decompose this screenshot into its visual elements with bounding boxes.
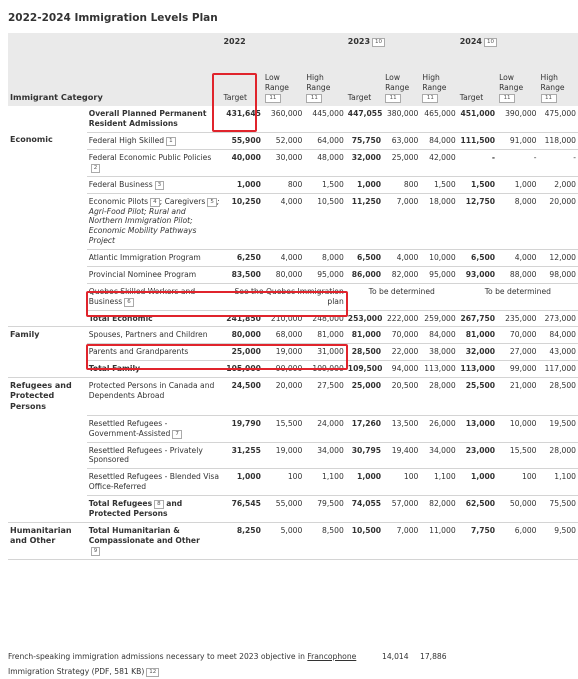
cell: 100 <box>383 469 420 496</box>
cell: 451,000 <box>458 106 497 132</box>
table-row <box>8 327 578 344</box>
cell: 13,500 <box>383 415 420 442</box>
cell: 12,750 <box>458 193 497 249</box>
row-label: Overall Planned Permanent Resident Admissions <box>87 106 222 132</box>
cell: 15,500 <box>497 442 538 469</box>
cell: 10,500 <box>346 522 383 559</box>
table-row <box>8 193 578 249</box>
row-label: Economic Pilots 4 ; Caregivers 5 ; Agri-Food Pilot; Rural and Northern Immigration Pilot; Economic Mobility Pathways Project <box>87 193 222 249</box>
cell: 273,000 <box>539 310 578 327</box>
row-label: Atlantic Immigration Program <box>87 250 222 267</box>
cell: 70,000 <box>497 327 538 344</box>
tbd-2024: To be determined <box>458 283 578 310</box>
cell: 52,000 <box>263 132 304 149</box>
total-row <box>8 496 578 523</box>
cell: 11,250 <box>346 193 383 249</box>
cell: 13,000 <box>458 415 497 442</box>
cell: 83,500 <box>221 266 262 283</box>
footnote-link[interactable]: 3 <box>155 181 165 190</box>
cell: 25,000 <box>346 378 383 416</box>
cell: 1,000 <box>458 469 497 496</box>
cell: 10,500 <box>304 193 345 249</box>
cell: - <box>539 149 578 176</box>
row-label: Federal Business 3 <box>87 176 222 193</box>
low-range-header: Low Range 11 <box>383 54 420 106</box>
cell: 19,000 <box>263 442 304 469</box>
cell: 360,000 <box>263 106 304 132</box>
cell: 113,000 <box>420 361 457 378</box>
cell: 93,000 <box>458 266 497 283</box>
footnote-link[interactable]: 10 <box>484 38 497 47</box>
cell: 76,545 <box>221 496 262 523</box>
cell: 24,500 <box>221 378 262 416</box>
cell: 4,000 <box>497 250 538 267</box>
cell: 80,000 <box>221 327 262 344</box>
table-row <box>8 469 578 496</box>
cell: 81,000 <box>304 327 345 344</box>
cell: 55,000 <box>263 496 304 523</box>
footnote-link[interactable]: 10 <box>372 38 385 47</box>
cell: 9,500 <box>539 522 578 559</box>
cell: 10,250 <box>221 193 262 249</box>
footnote-link[interactable]: 5 <box>207 198 217 207</box>
cell: 17,260 <box>346 415 383 442</box>
table-row <box>8 266 578 283</box>
cell: 75,500 <box>539 496 578 523</box>
cell: - <box>458 149 497 176</box>
table-row <box>8 250 578 267</box>
cell: 1,100 <box>304 469 345 496</box>
cell: 12,000 <box>539 250 578 267</box>
cell: 447,055 <box>346 106 383 132</box>
row-label: Total Family <box>87 361 222 378</box>
cell: 27,000 <box>497 344 538 361</box>
cell: 75,750 <box>346 132 383 149</box>
cell: 1,000 <box>346 469 383 496</box>
year-2024-header: 2024 10 <box>458 33 578 54</box>
footnote-link[interactable]: 11 <box>306 94 322 103</box>
cell: 1,000 <box>221 469 262 496</box>
cell: 26,000 <box>420 415 457 442</box>
francophone-2023-target: 14,014 <box>382 652 409 661</box>
table-row <box>8 283 578 310</box>
levels-table-container <box>8 33 576 679</box>
high-range-header: High Range 11 <box>539 54 578 106</box>
cell: 20,500 <box>383 378 420 416</box>
cell: 1,100 <box>420 469 457 496</box>
row-label: Resettled Refugees - Privately Sponsored <box>87 442 222 469</box>
tbd-2023: To be determined <box>346 283 458 310</box>
cell: 4,000 <box>263 250 304 267</box>
total-row <box>8 522 578 559</box>
cell: 8,500 <box>304 522 345 559</box>
cell: 32,000 <box>458 344 497 361</box>
immigrant-category-header: Immigrant Category <box>8 54 221 106</box>
target-header: Target <box>458 54 497 106</box>
cell: 34,000 <box>420 442 457 469</box>
cell: 62,500 <box>458 496 497 523</box>
row-label: Protected Persons in Canada and Dependents Abroad <box>87 378 222 416</box>
footnote-link[interactable]: 11 <box>541 94 557 103</box>
cell: 25,500 <box>458 378 497 416</box>
cell: - <box>497 149 538 176</box>
cell: 55,900 <box>221 132 262 149</box>
cell: 19,790 <box>221 415 262 442</box>
footnote-link[interactable]: 11 <box>422 94 438 103</box>
low-range-header: Low Range 11 <box>497 54 538 106</box>
cell: 31,000 <box>304 344 345 361</box>
cell: 82,000 <box>383 266 420 283</box>
table-row <box>8 415 578 442</box>
row-label: Total Refugees 8 and Protected Persons <box>87 496 222 523</box>
table-row <box>8 378 578 416</box>
cell: 253,000 <box>346 310 383 327</box>
year-2023-header: 2023 10 <box>346 33 458 54</box>
cell: 4,000 <box>383 250 420 267</box>
footnote-link[interactable]: 11 <box>265 94 281 103</box>
cell: 88,000 <box>497 266 538 283</box>
cell: 91,000 <box>497 132 538 149</box>
cell: 79,500 <box>304 496 345 523</box>
cell: 2,000 <box>539 176 578 193</box>
cell: 95,000 <box>304 266 345 283</box>
cell: 31,255 <box>221 442 262 469</box>
cell: 8,000 <box>497 193 538 249</box>
francophone-footnote: French-speaking immigration admissions necessary to meet 2023 objective in Francophone 14,014 17,886 <box>8 652 447 661</box>
cell: 259,000 <box>420 310 457 327</box>
cell: 235,000 <box>497 310 538 327</box>
cell: 22,000 <box>383 344 420 361</box>
francophone-footnote-line2 <box>8 667 159 677</box>
category-humanitarian: Humanitarian and Other <box>8 522 87 559</box>
cell: 8,000 <box>304 250 345 267</box>
row-label: Spouses, Partners and Children <box>87 327 222 344</box>
cell: 6,250 <box>221 250 262 267</box>
cell: 42,000 <box>420 149 457 176</box>
footnote-link[interactable]: 2 <box>91 164 101 173</box>
cell: 68,000 <box>263 327 304 344</box>
francophone-link[interactable]: Francophone <box>307 652 357 661</box>
cell: 1,000 <box>497 176 538 193</box>
cell: 63,000 <box>383 132 420 149</box>
cell: 30,000 <box>263 149 304 176</box>
cell: 248,000 <box>304 310 345 327</box>
footnote-link[interactable]: 6 <box>124 298 134 307</box>
footnote-link[interactable]: 8 <box>154 500 164 509</box>
cell: 90,000 <box>263 361 304 378</box>
cell: 11,000 <box>420 522 457 559</box>
cell: 86,000 <box>346 266 383 283</box>
cell: 111,500 <box>458 132 497 149</box>
overall-row <box>8 106 578 132</box>
footnote-link[interactable]: 11 <box>385 94 401 103</box>
cell: 445,000 <box>304 106 345 132</box>
cell: 24,000 <box>304 415 345 442</box>
levels-table-body <box>8 106 578 559</box>
cell: 28,500 <box>539 378 578 416</box>
cell: 1,000 <box>221 176 262 193</box>
cell: 6,500 <box>346 250 383 267</box>
cell: 475,000 <box>539 106 578 132</box>
cell: 34,000 <box>304 442 345 469</box>
cell: 109,000 <box>304 361 345 378</box>
cell: 431,645 <box>221 106 262 132</box>
cell: 81,000 <box>458 327 497 344</box>
cell: 84,000 <box>539 327 578 344</box>
row-label: Parents and Grandparents <box>87 344 222 361</box>
cell: 7,000 <box>383 522 420 559</box>
cell: 23,000 <box>458 442 497 469</box>
cell: 267,750 <box>458 310 497 327</box>
table-row <box>8 132 578 149</box>
cell: 95,000 <box>420 266 457 283</box>
row-label: Resettled Refugees - Government-Assisted 7 <box>87 415 222 442</box>
cell: 465,000 <box>420 106 457 132</box>
cell: 99,000 <box>497 361 538 378</box>
cell: 20,000 <box>263 378 304 416</box>
cell: 32,000 <box>346 149 383 176</box>
cell: 48,000 <box>304 149 345 176</box>
quebec-plan-note: See the Quebec Immigration plan <box>221 283 345 310</box>
cell: 241,850 <box>221 310 262 327</box>
cell: 117,000 <box>539 361 578 378</box>
cell: 38,000 <box>420 344 457 361</box>
high-range-header: High Range 11 <box>420 54 457 106</box>
cell: 380,000 <box>383 106 420 132</box>
footnote-link[interactable]: 1 <box>166 137 176 146</box>
cell: 25,000 <box>221 344 262 361</box>
column-header-row <box>8 54 578 106</box>
category-family: Family <box>10 330 40 340</box>
cell: 10,000 <box>420 250 457 267</box>
footnote-link[interactable]: 12 <box>146 668 159 677</box>
total-row <box>8 310 578 327</box>
cell: 5,000 <box>263 522 304 559</box>
footnote-link[interactable]: 4 <box>150 198 160 207</box>
francophone-2023-high: 17,886 <box>420 652 447 661</box>
cell: 6,500 <box>458 250 497 267</box>
cell: 64,000 <box>304 132 345 149</box>
table-row <box>8 149 578 176</box>
cell: 57,000 <box>383 496 420 523</box>
cell: 40,000 <box>221 149 262 176</box>
cell: 28,500 <box>346 344 383 361</box>
cell: 28,000 <box>420 378 457 416</box>
cell: 6,000 <box>497 522 538 559</box>
cell: 7,750 <box>458 522 497 559</box>
row-label: Total Economic <box>87 310 222 327</box>
year-2022-header: 2022 <box>221 33 345 54</box>
cell: 20,000 <box>539 193 578 249</box>
cell: 10,000 <box>497 415 538 442</box>
cell: 27,500 <box>304 378 345 416</box>
cell: 100 <box>497 469 538 496</box>
low-range-header: Low Range 11 <box>263 54 304 106</box>
cell: 25,000 <box>383 149 420 176</box>
cell: 80,000 <box>263 266 304 283</box>
levels-table <box>8 33 578 560</box>
target-header: Target <box>346 54 383 106</box>
total-row <box>8 361 578 378</box>
cell: 84,000 <box>420 132 457 149</box>
cell: 8,250 <box>221 522 262 559</box>
row-label: Total Humanitarian & Compassionate and Other 9 <box>87 522 222 559</box>
cell: 113,000 <box>458 361 497 378</box>
table-row <box>8 344 578 361</box>
cell: 19,400 <box>383 442 420 469</box>
cell: 74,055 <box>346 496 383 523</box>
category-economic: Economic <box>10 135 53 145</box>
row-label: Federal High Skilled 1 <box>87 132 222 149</box>
cell: 390,000 <box>497 106 538 132</box>
strategy-pdf-link[interactable]: Immigration Strategy (PDF, 581 KB) <box>8 667 145 676</box>
year-header-row <box>8 33 578 54</box>
footnote-link[interactable]: 11 <box>499 94 515 103</box>
cell: 1,500 <box>420 176 457 193</box>
footnote-link[interactable]: 7 <box>172 430 182 439</box>
footnote-link[interactable]: 9 <box>91 547 101 556</box>
cell: 19,500 <box>539 415 578 442</box>
category-refugees: Refugees and Protected Persons <box>10 381 72 411</box>
cell: 4,000 <box>263 193 304 249</box>
cell: 43,000 <box>539 344 578 361</box>
cell: 800 <box>263 176 304 193</box>
cell: 7,000 <box>383 193 420 249</box>
cell: 82,000 <box>420 496 457 523</box>
cell: 1,100 <box>539 469 578 496</box>
table-row <box>8 176 578 193</box>
cell: 222,000 <box>383 310 420 327</box>
page-title: 2022-2024 Immigration Levels Plan <box>8 12 218 24</box>
cell: 105,000 <box>221 361 262 378</box>
table-row <box>8 442 578 469</box>
cell: 21,000 <box>497 378 538 416</box>
cell: 118,000 <box>539 132 578 149</box>
row-label: Federal Economic Public Policies2 <box>87 149 222 176</box>
cell: 18,000 <box>420 193 457 249</box>
cell: 50,000 <box>497 496 538 523</box>
row-label: Resettled Refugees - Blended Visa Office-Referred <box>87 469 222 496</box>
cell: 15,500 <box>263 415 304 442</box>
cell: 19,000 <box>263 344 304 361</box>
cell: 84,000 <box>420 327 457 344</box>
cell: 800 <box>383 176 420 193</box>
cell: 81,000 <box>346 327 383 344</box>
row-label: Quebec Skilled Workers and Business 6 <box>87 283 222 310</box>
cell: 1,500 <box>458 176 497 193</box>
cell: 98,000 <box>539 266 578 283</box>
cell: 109,500 <box>346 361 383 378</box>
cell: 100 <box>263 469 304 496</box>
row-label: Provincial Nominee Program <box>87 266 222 283</box>
cell: 28,000 <box>539 442 578 469</box>
cell: 210,000 <box>263 310 304 327</box>
cell: 1,500 <box>304 176 345 193</box>
cell: 1,000 <box>346 176 383 193</box>
cell: 94,000 <box>383 361 420 378</box>
high-range-header: High Range 11 <box>304 54 345 106</box>
cell: 70,000 <box>383 327 420 344</box>
target-header: Target <box>221 54 262 106</box>
cell: 30,795 <box>346 442 383 469</box>
